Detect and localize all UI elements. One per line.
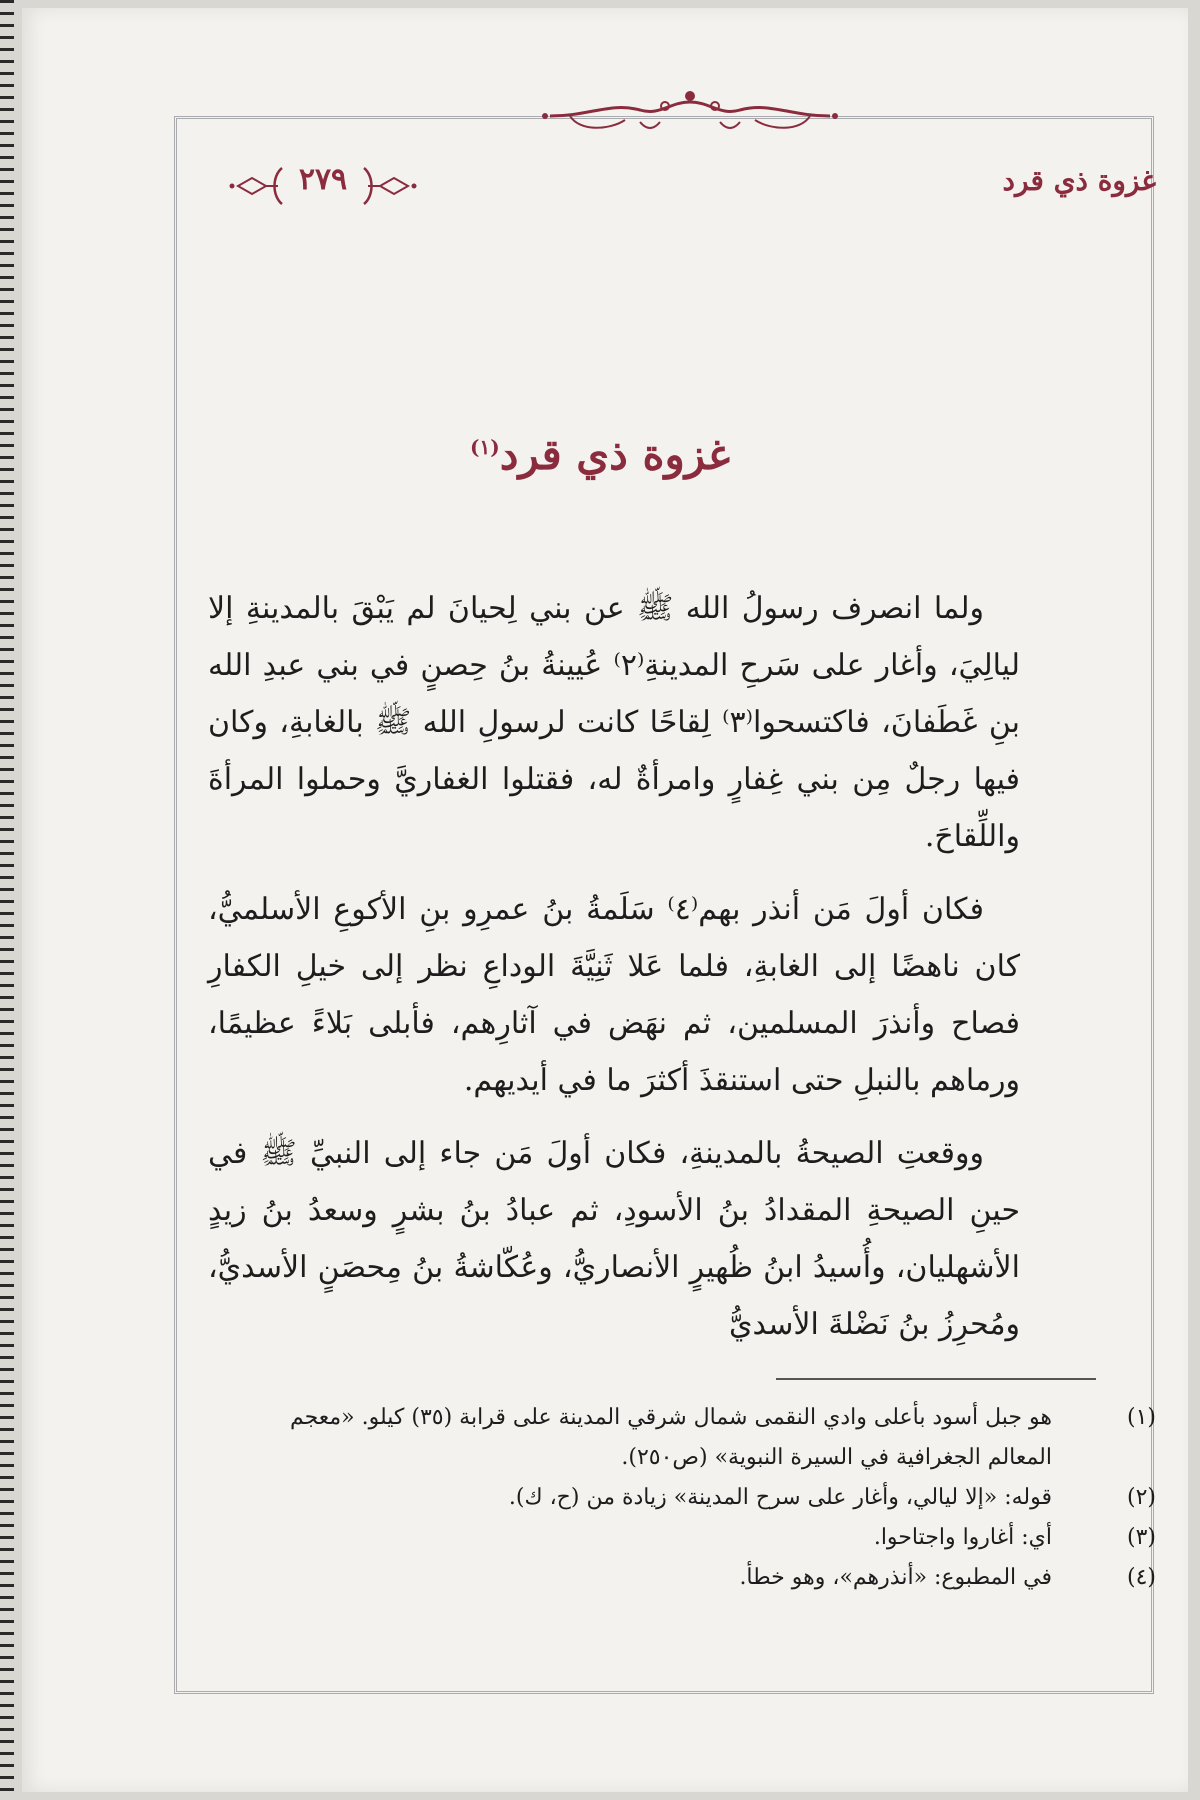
floral-ornament-icon [530,82,850,142]
paragraph: ووقعتِ الصيحةُ بالمدينةِ، فكان أولَ مَن جاء إلى النبيِّ ﷺ في حينِ الصيحةِ المقدادُ بنُ الأسودِ، ثم عبادُ بنُ بشرٍ وسعدُ بنُ زيدٍ الأشهليان، وأُسيدُ ابنُ ظُهيرٍ الأنصاريُّ، وعُكّاشةُ بنُ مِحصَنٍ الأسديُّ، ومُحرِزُ بنُ نَضْلةَ الأسديُّ [208,1136,1020,1342]
footnote-number: (٢) [1126,1485,1156,1510]
footnote-number: (٤) [1126,1565,1156,1590]
footnote-number: (٣) [1126,1525,1156,1550]
chapter-footnote-ref: (١) [470,435,500,459]
paragraph: فكان أولَ مَن أنذر بهم⁽٤⁾ سَلَمةُ بنُ عمرِو بنِ الأكوعِ الأسلميُّ، كان ناهضًا إلى الغابةِ، فلما عَلا ثَنِيَّةَ الوداعِ نظر إلى خيلِ الكفارِ فصاح وأنذرَ المسلمين، ثم نهَض في آثارِهم، فأبلى بَلاءً عظيمًا، ورماهم بالنبلِ حتى استنقذَ أكثرَ ما في أيديهم. [208,892,1021,1098]
running-title: غزوة ذي قرد [1002,164,1156,197]
book-binding [0,0,14,1800]
chapter-title-text: غزوة ذي قرد [499,430,730,479]
chapter-title [0,430,1200,479]
page-header [0,158,1200,214]
footnote-text: أي: أغاروا واجتاحوا. [873,1525,1052,1550]
footnote [222,1518,1156,1558]
footnote-text: قوله: «إلا ليالي، وأغار على سرح المدينة» زيادة من (ح، ك). [508,1485,1052,1510]
page-number: ٢٧٩ [298,162,348,197]
body-text [208,580,1020,1369]
footnote [222,1478,1156,1518]
paragraph: ولما انصرف رسولُ الله ﷺ عن بني لِحيانَ لم يَبْقَ بالمدينةِ إلا ليالِيَ، وأغار على سَرحِ المدينةِ⁽٢⁾ عُيينةُ بنُ حِصنٍ في بني عبدِ الله بنِ غَطَفانَ، فاكتسحوا⁽٣⁾ لِقاحًا كانت لرسولِ الله ﷺ بالغابةِ، وكان فيها رجلٌ مِن بني غِفارٍ وامرأةٌ له، فقتلوا الغفاريَّ وحملوا المرأةَ واللِّقاحَ. [208,591,1021,854]
footnote [222,1558,1156,1598]
footnote-text: هو جبل أسود بأعلى وادي النقمى شمال شرقي المدينة على قرابة (٣٥) كيلو. «معجم المعالم الجغرافية في السيرة النبوية» (ص٢٥٠). [289,1405,1052,1470]
footnote-divider [776,1378,1096,1380]
footnote [222,1398,1156,1478]
footnotes [222,1398,1156,1598]
page-number-ornament [228,158,418,214]
footnote-number: (١) [1126,1405,1156,1430]
footnote-text: في المطبوع: «أنذرهم»، وهو خطأ. [739,1565,1052,1590]
